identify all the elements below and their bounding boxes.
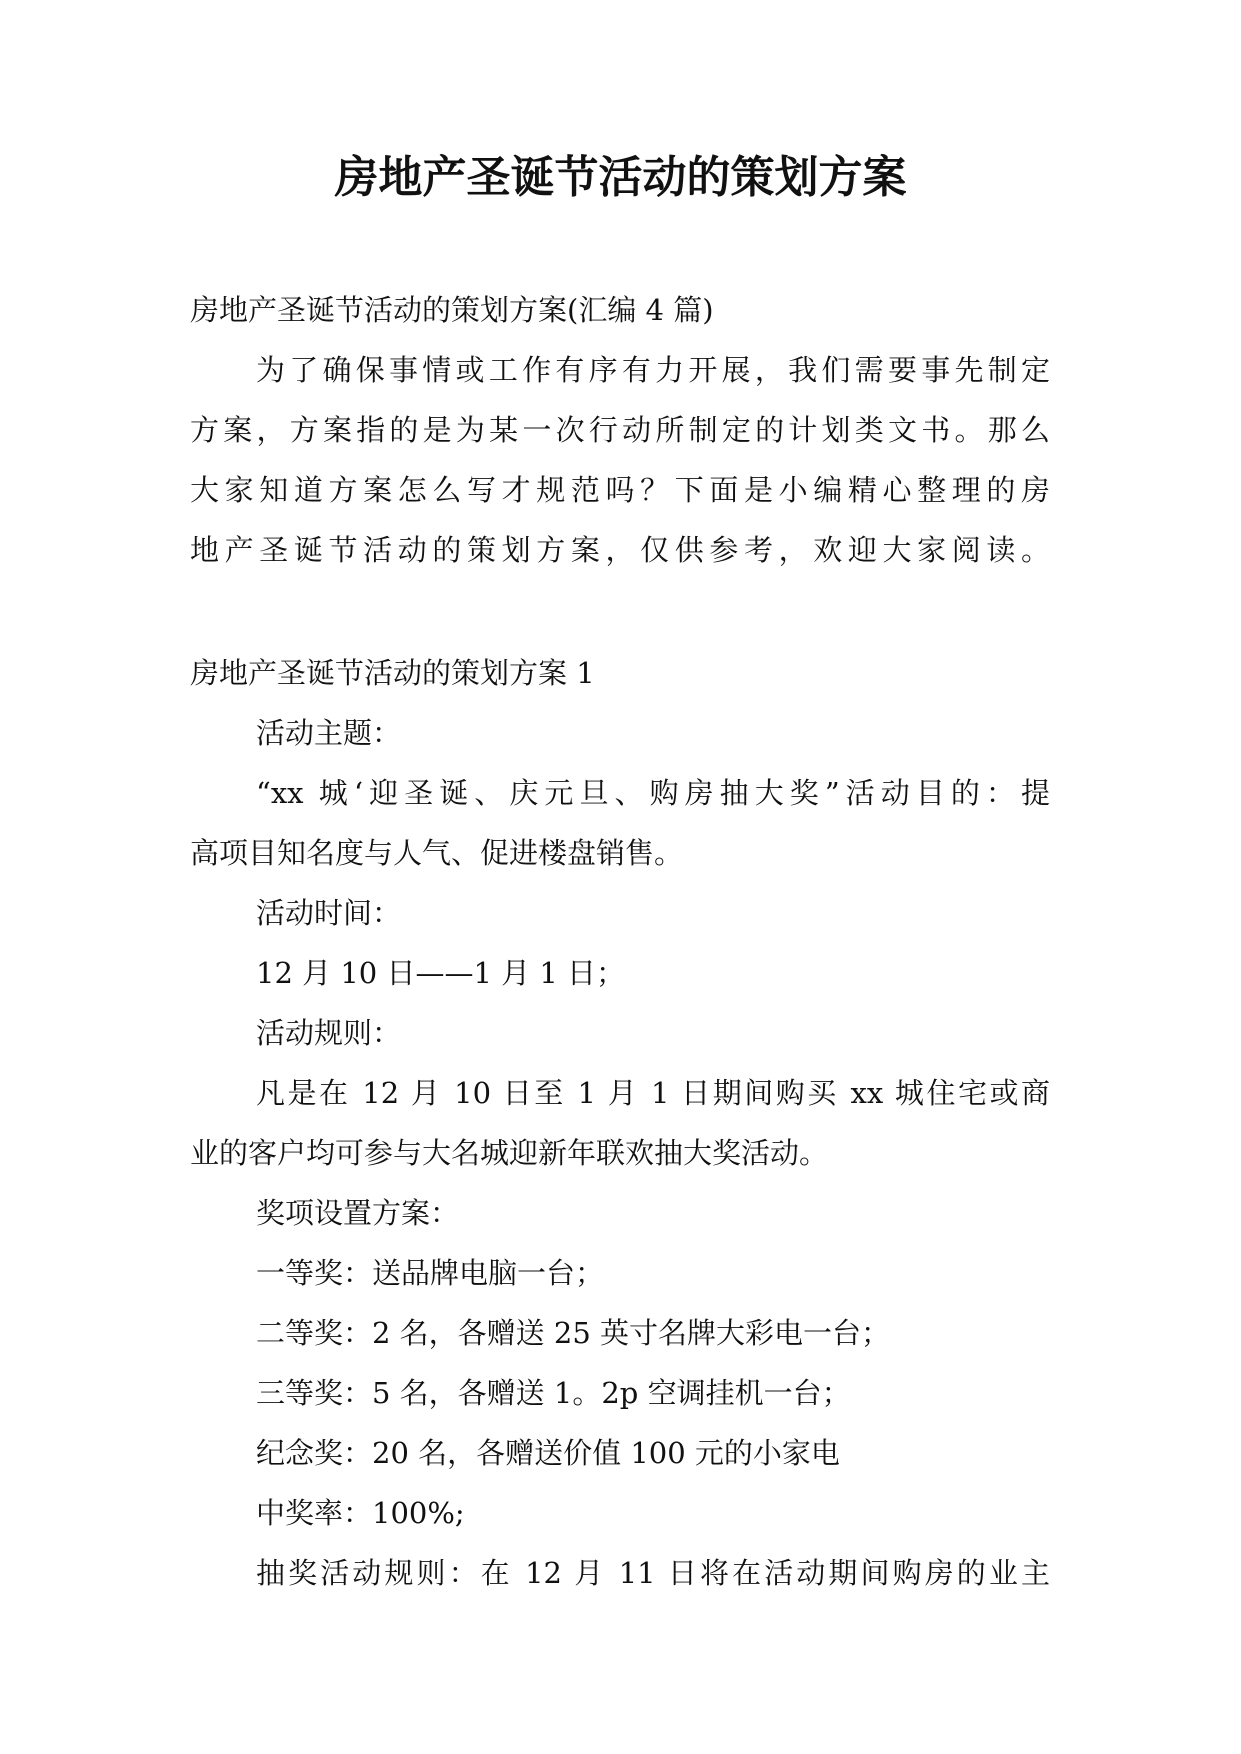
prize-item: 一等奖：送品牌电脑一台； (256, 1256, 605, 1290)
prize-item: 纪念奖：20 名，各赠送价值 100 元的小家电 (256, 1436, 840, 1470)
intro-line: 大家知道方案怎么写才规范吗？下面是小编精心整理的房 (190, 473, 1050, 507)
paragraph-gap (190, 580, 1050, 643)
intro-line: 方案，方案指的是为某一次行动所制定的计划类文书。那么 (190, 413, 1050, 447)
section-heading: 房地产圣诞节活动的策划方案 1 (190, 656, 595, 690)
rules-text-line: 业的客户均可参与大名城迎新年联欢抽大奖活动。 (190, 1136, 829, 1170)
prize-item: 二等奖：2 名，各赠送 25 英寸名牌大彩电一台； (256, 1316, 891, 1350)
document-subtitle: 房地产圣诞节活动的策划方案(汇编 4 篇) (190, 293, 714, 327)
draw-rules-line: 抽奖活动规则：在 12 月 11 日将在活动期间购房的业主 (256, 1556, 1050, 1590)
prize-label: 奖项设置方案： (256, 1196, 460, 1230)
theme-text-line: “xx 城‘迎圣诞、庆元旦、购房抽大奖”活动目的：提 (256, 776, 1050, 810)
intro-line: 地产圣诞节活动的策划方案，仅供参考，欢迎大家阅读。 (190, 533, 1050, 567)
time-label: 活动时间： (256, 896, 402, 930)
document-body (190, 280, 1050, 1603)
intro-line: 为了确保事情或工作有序有力开展，我们需要事先制定 (256, 353, 1050, 387)
theme-text-line: 高项目知名度与人气、促进楼盘销售。 (190, 836, 684, 870)
theme-label: 活动主题： (256, 716, 402, 750)
time-value: 12 月 10 日——1 月 1 日； (256, 956, 626, 990)
rules-label: 活动规则： (256, 1016, 402, 1050)
win-rate: 中奖率：100%; (256, 1496, 465, 1530)
rules-text-line: 凡是在 12 月 10 日至 1 月 1 日期间购买 xx 城住宅或商 (256, 1076, 1050, 1110)
prize-item: 三等奖：5 名，各赠送 1。2p 空调挂机一台； (256, 1376, 851, 1410)
document-title: 房地产圣诞节活动的策划方案 (334, 152, 907, 203)
